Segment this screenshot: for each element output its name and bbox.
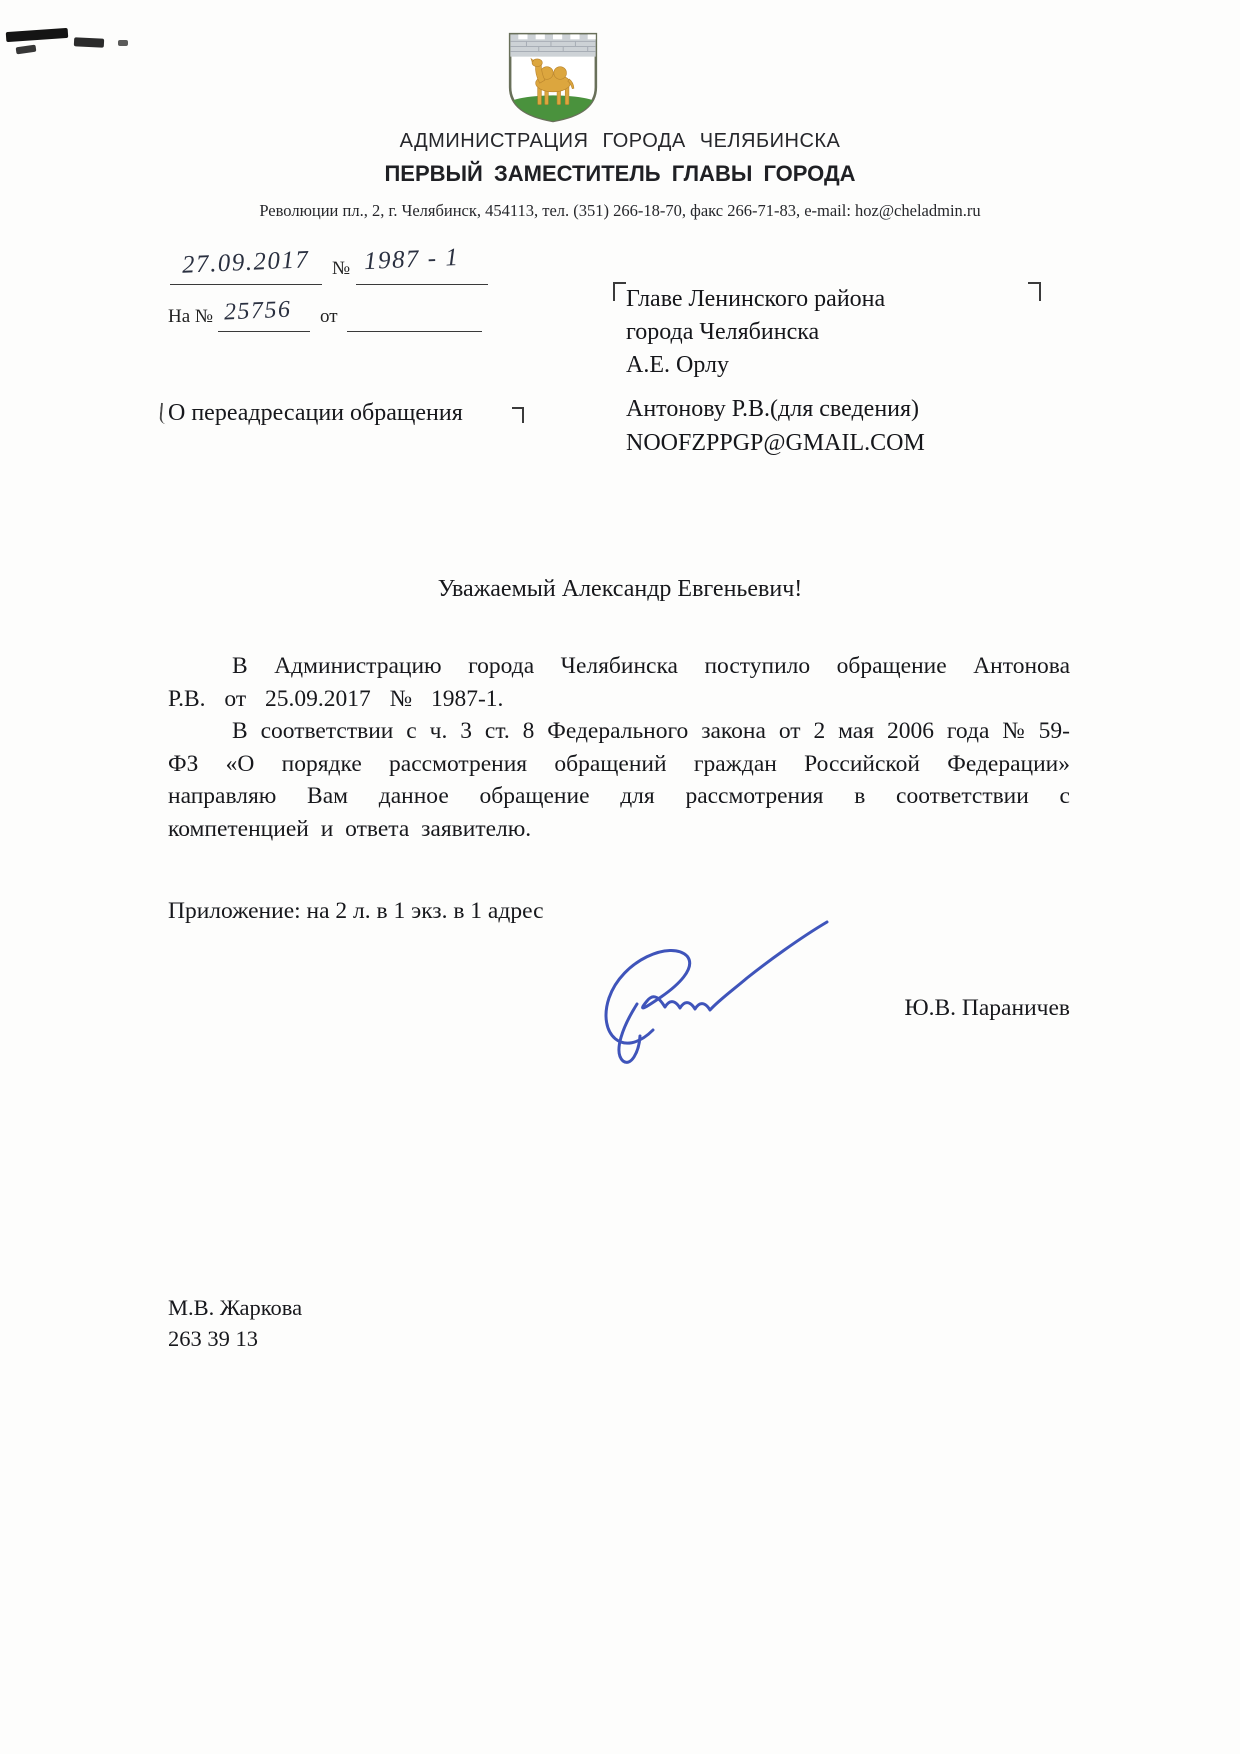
uline-from — [347, 331, 482, 332]
addressee-copy-line: Антонову Р.В.(для сведения) — [626, 396, 920, 422]
uline-date — [170, 284, 322, 285]
scan-artifact-4 — [118, 40, 128, 46]
scan-artifact-2 — [74, 37, 104, 48]
uline-incoming — [218, 331, 310, 332]
addressee-line: А.Е. Орлу — [626, 352, 729, 378]
executor-phone: 263 39 13 — [168, 1326, 258, 1351]
org-name: АДМИНИСТРАЦИЯ ГОРОДА ЧЕЛЯБИНСКА — [399, 130, 841, 152]
body-text — [168, 650, 1070, 845]
uline-number — [356, 284, 488, 285]
addressee-corner-left — [613, 282, 626, 301]
outgoing-date: 27.09.2017 — [181, 246, 311, 279]
addressee-copy-line: NOOFZPPGP@GMAIL.COM — [626, 430, 925, 456]
subject-line: О переадресации обращения — [168, 400, 463, 426]
body-paragraph-1: В Администрацию города Челябинска поступило обращение Антонова Р.В. от 25.09.2017 № 1987-1. — [168, 653, 1070, 712]
dept-title: ПЕРВЫЙ ЗАМЕСТИТЕЛЬ ГЛАВЫ ГОРОДА — [384, 161, 856, 186]
addressee-copy-block — [626, 392, 1046, 460]
scan-artifact-1 — [6, 28, 69, 42]
incoming-number: 25756 — [223, 296, 293, 326]
addressee-corner-right — [1028, 282, 1041, 301]
addressee-block — [626, 283, 1026, 382]
executor-block — [168, 1292, 302, 1354]
from-label: от — [320, 306, 338, 327]
salutation: Уважаемый Александр Евгеньевич! — [437, 576, 803, 602]
signature — [575, 912, 865, 1067]
subject-corner-right — [512, 407, 524, 423]
attachment-line: Приложение: на 2 л. в 1 экз. в 1 адрес — [168, 898, 544, 924]
body-paragraph-2: В соответствии с ч. 3 ст. 8 Федерального закона от 2 мая 2006 года № 59-ФЗ «О порядке рассмотрения обращений граждан Российской Федерации» направляю Вам данное обращение для рассмотрения в соответствии с компетенцией и ответа заявителю. — [168, 718, 1070, 842]
addressee-line: Главе Ленинского района — [626, 286, 886, 312]
executor-name: М.В. Жаркова — [168, 1295, 303, 1320]
outgoing-number: 1987 - 1 — [363, 243, 460, 276]
addressee-line: города Челябинска — [626, 319, 820, 345]
signer-name: Ю.В. Параничев — [904, 995, 1070, 1021]
incoming-label: На № — [168, 306, 214, 327]
scan-artifact-3 — [16, 45, 37, 55]
coat-of-arms — [506, 24, 600, 124]
contact-line: Революции пл., 2, г. Челябинск, 454113, тел. (351) 266-18-70, факс 266-71-83, e-mail: hoz@cheladmin.ru — [259, 201, 981, 220]
number-sign: № — [332, 258, 351, 279]
